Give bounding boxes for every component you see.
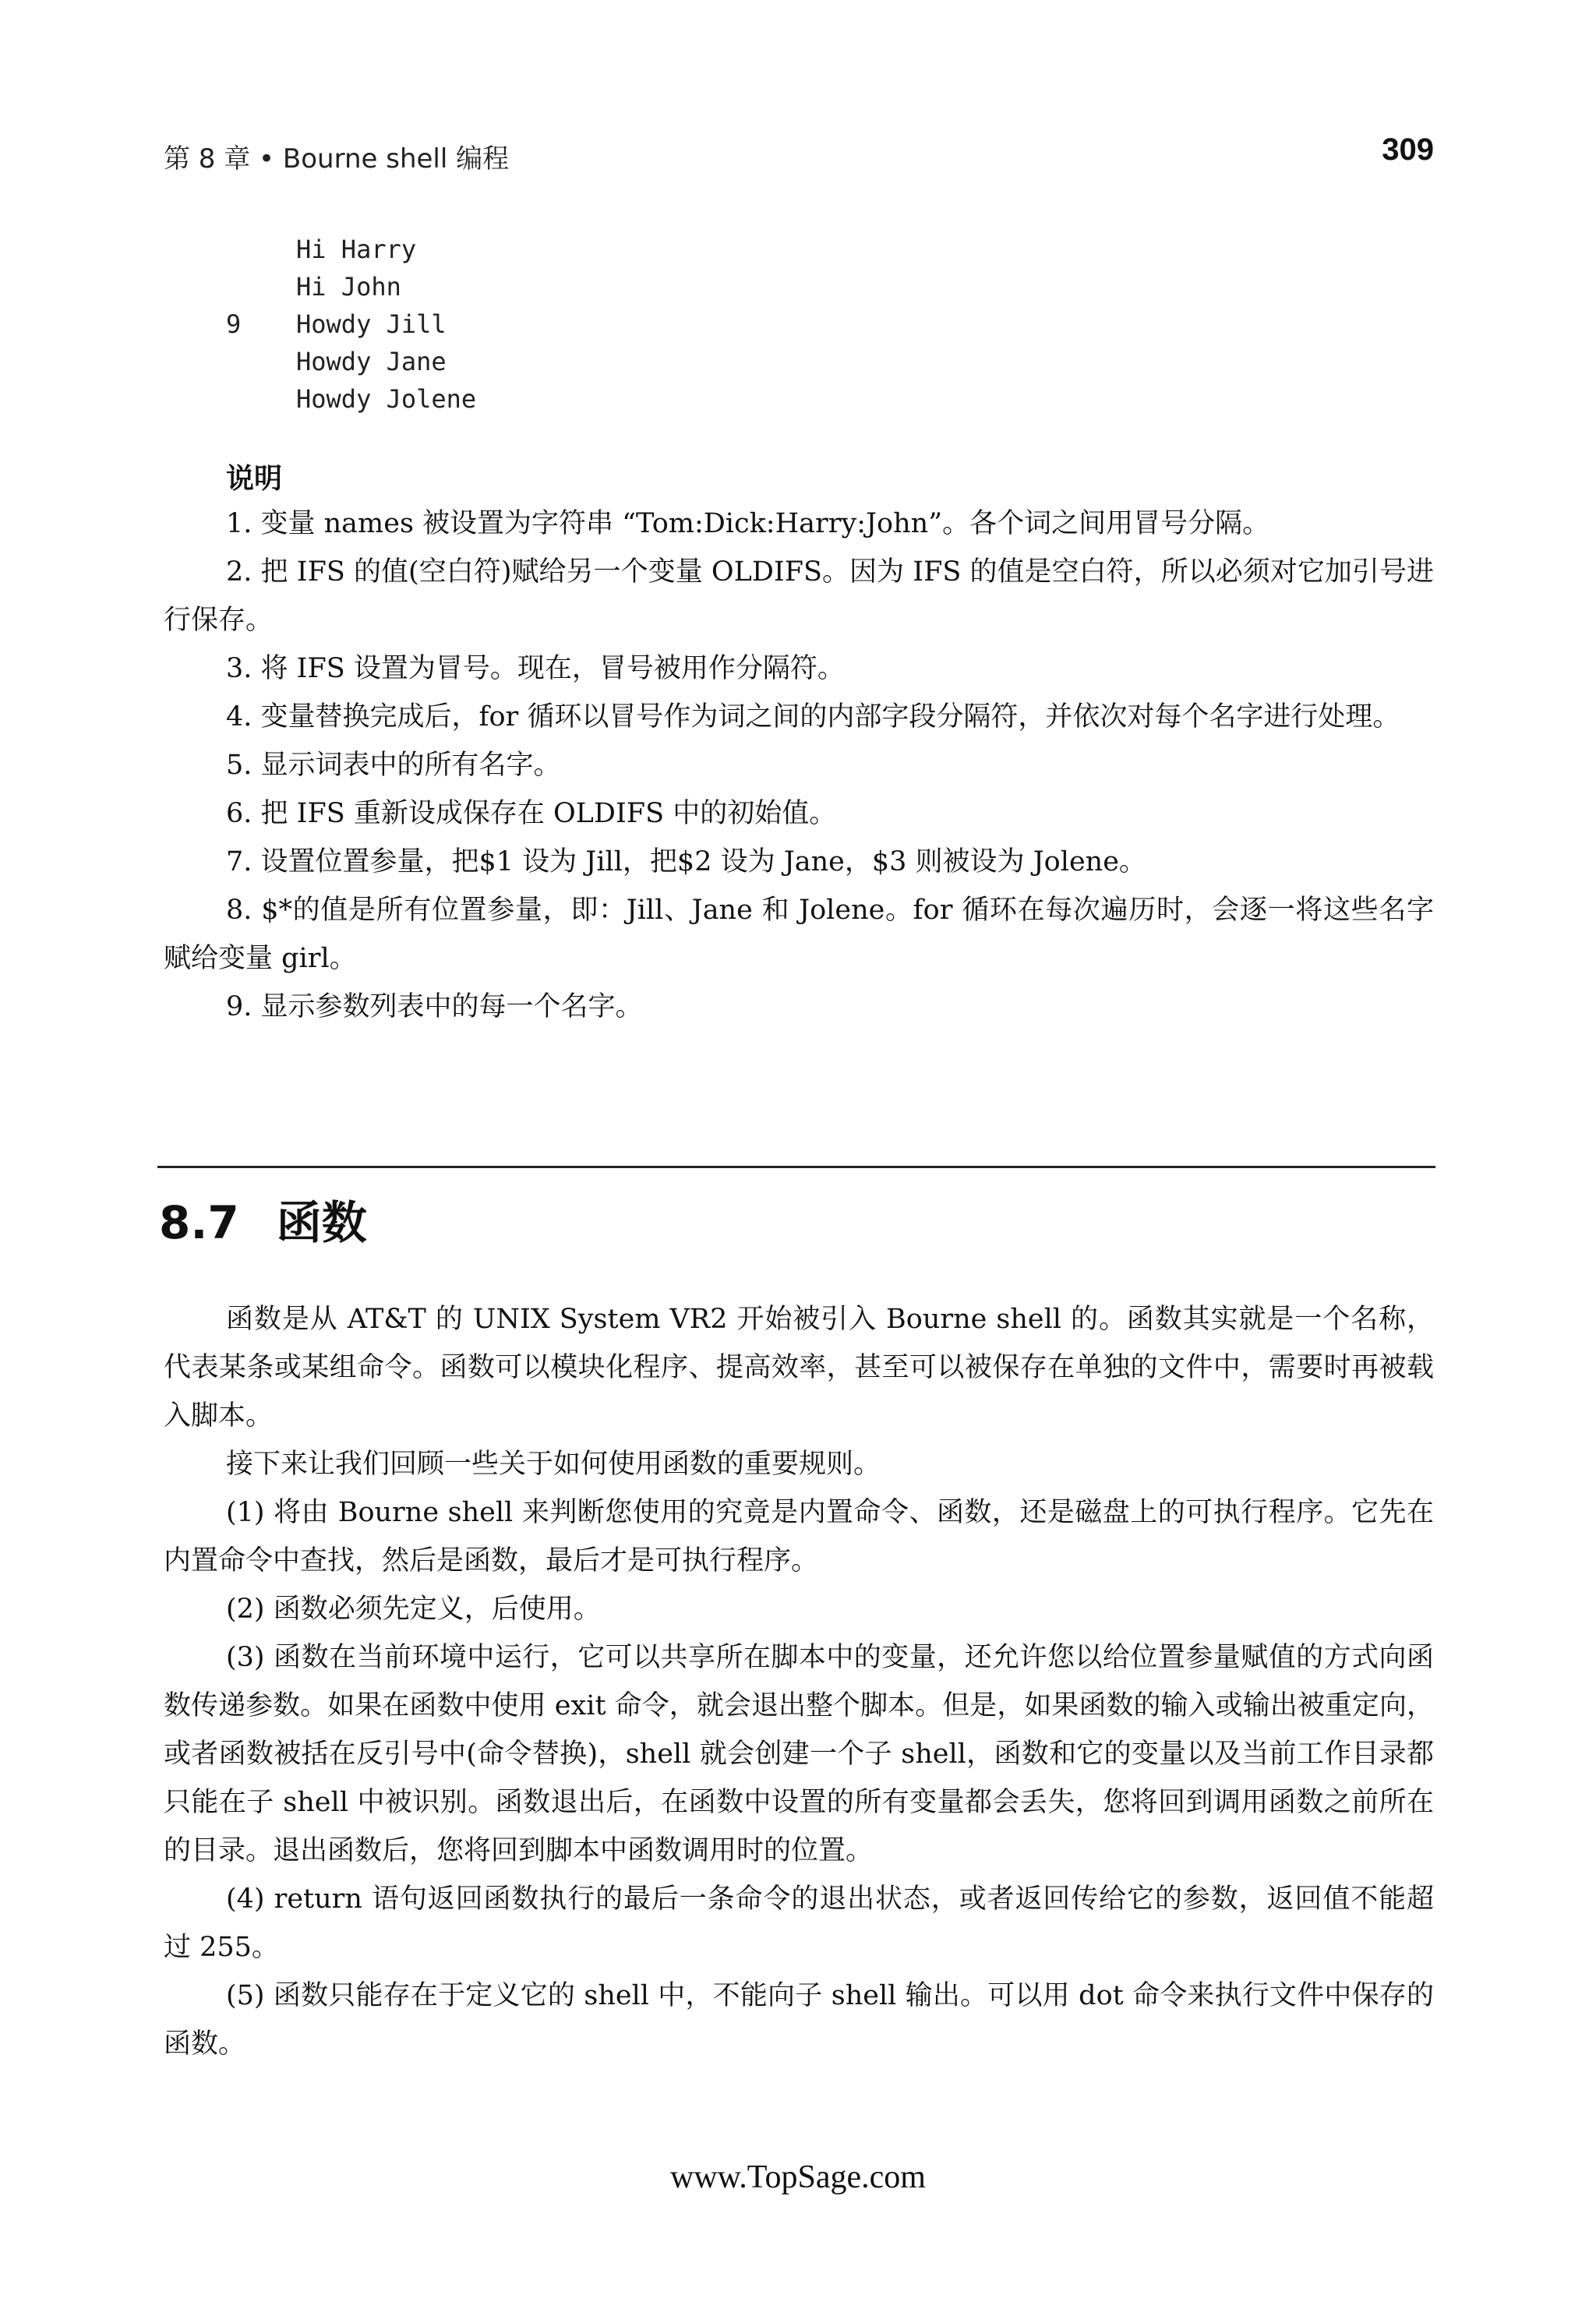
note-item: 9. 显示参数列表中的每一个名字。 xyxy=(226,991,643,1022)
code-line-text: Howdy Jill xyxy=(296,309,447,339)
paragraph: (2) 函数必须先定义，后使用。 xyxy=(226,1594,601,1625)
code-line-text: Howdy Jolene xyxy=(296,384,477,414)
paragraph: (4) return 语句返回函数执行的最后一条命令的退出状态，或者返回传给它的参数，返回值不能超过 255。 xyxy=(164,1884,1434,1963)
note-item: 4. 变量替换完成后，for 循环以冒号作为词之间的内部字段分隔符，并依次对每个名字进行处理。 xyxy=(226,701,1400,733)
page-number: 309 xyxy=(1382,132,1434,167)
paragraph: 接下来让我们回顾一些关于如何使用函数的重要规则。 xyxy=(226,1449,881,1480)
footer-watermark: www.TopSage.com xyxy=(670,2159,926,2195)
code-line xyxy=(226,305,476,343)
notes-heading: 说明 xyxy=(226,463,283,495)
section-number: 8.7 xyxy=(159,1196,239,1249)
note-item: 8. $*的值是所有位置参量，即：Jill、Jane 和 Jolene。for 循环在每次遍历时，会逐一将这些名字赋给变量 girl。 xyxy=(164,895,1434,974)
code-line xyxy=(226,231,476,268)
section-name: 函数 xyxy=(276,1196,367,1249)
notes-list xyxy=(164,500,1434,1031)
code-line-number: 9 xyxy=(226,309,242,339)
running-header: 第 8 章 • Bourne shell 编程 xyxy=(164,143,510,175)
code-line-text: Hi Harry xyxy=(296,235,417,264)
paragraph: (5) 函数只能存在于定义它的 shell 中，不能向子 shell 输出。可以用 dot 命令来执行文件中保存的函数。 xyxy=(164,1980,1434,2060)
code-line-text: Howdy Jane xyxy=(296,347,447,376)
paragraph: (3) 函数在当前环境中运行，它可以共享所在脚本中的变量，还允许您以给位置参量赋值的方式向函数传递参数。如果在函数中使用 exit 命令，就会退出整个脚本。但是，如果函数的输入或输出被重定向，或者函数被括在反引号中(命令替换)，shell 就会创建一个子 shell，函数和它的变量以及当前工作目录都只能在子 shell 中被识别。函数退出后，在函数中设置的所有变量都会丢失，您将回到调用函数之前所在的目录。退出函数后，您将回到脚本中函数调用时的位置。 xyxy=(164,1642,1434,1866)
section-title xyxy=(159,1186,367,1252)
section-body xyxy=(164,1295,1434,2068)
code-output xyxy=(226,231,476,418)
note-item: 6. 把 IFS 重新设成保存在 OLDIFS 中的初始值。 xyxy=(226,798,837,829)
code-line xyxy=(226,268,476,305)
note-item: 3. 将 IFS 设置为冒号。现在，冒号被用作分隔符。 xyxy=(226,653,845,684)
note-item: 7. 设置位置参量，把$1 设为 Jill，把$2 设为 Jane，$3 则被设为 Jolene。 xyxy=(226,846,1146,877)
paragraph: 函数是从 AT&T 的 UNIX System VR2 开始被引入 Bourne shell 的。函数其实就是一个名称，代表某条或某组命令。函数可以模块化程序、提高效率，甚至可以被保存在单独的文件中，需要时再被载入脚本。 xyxy=(164,1304,1434,1432)
note-item: 5. 显示词表中的所有名字。 xyxy=(226,750,561,781)
section-divider xyxy=(157,1166,1435,1168)
code-line-text: Hi John xyxy=(296,272,401,302)
note-item: 1. 变量 names 被设置为字符串 “Tom:Dick:Harry:John”。各个词之间用冒号分隔。 xyxy=(226,508,1270,539)
code-line xyxy=(226,343,476,380)
paragraph: (1) 将由 Bourne shell 来判断您使用的究竟是内置命令、函数，还是磁盘上的可执行程序。它先在内置命令中查找，然后是函数，最后才是可执行程序。 xyxy=(164,1497,1434,1576)
code-line xyxy=(226,380,476,418)
note-item: 2. 把 IFS 的值(空白符)赋给另一个变量 OLDIFS。因为 IFS 的值是空白符，所以必须对它加引号进行保存。 xyxy=(164,556,1434,636)
